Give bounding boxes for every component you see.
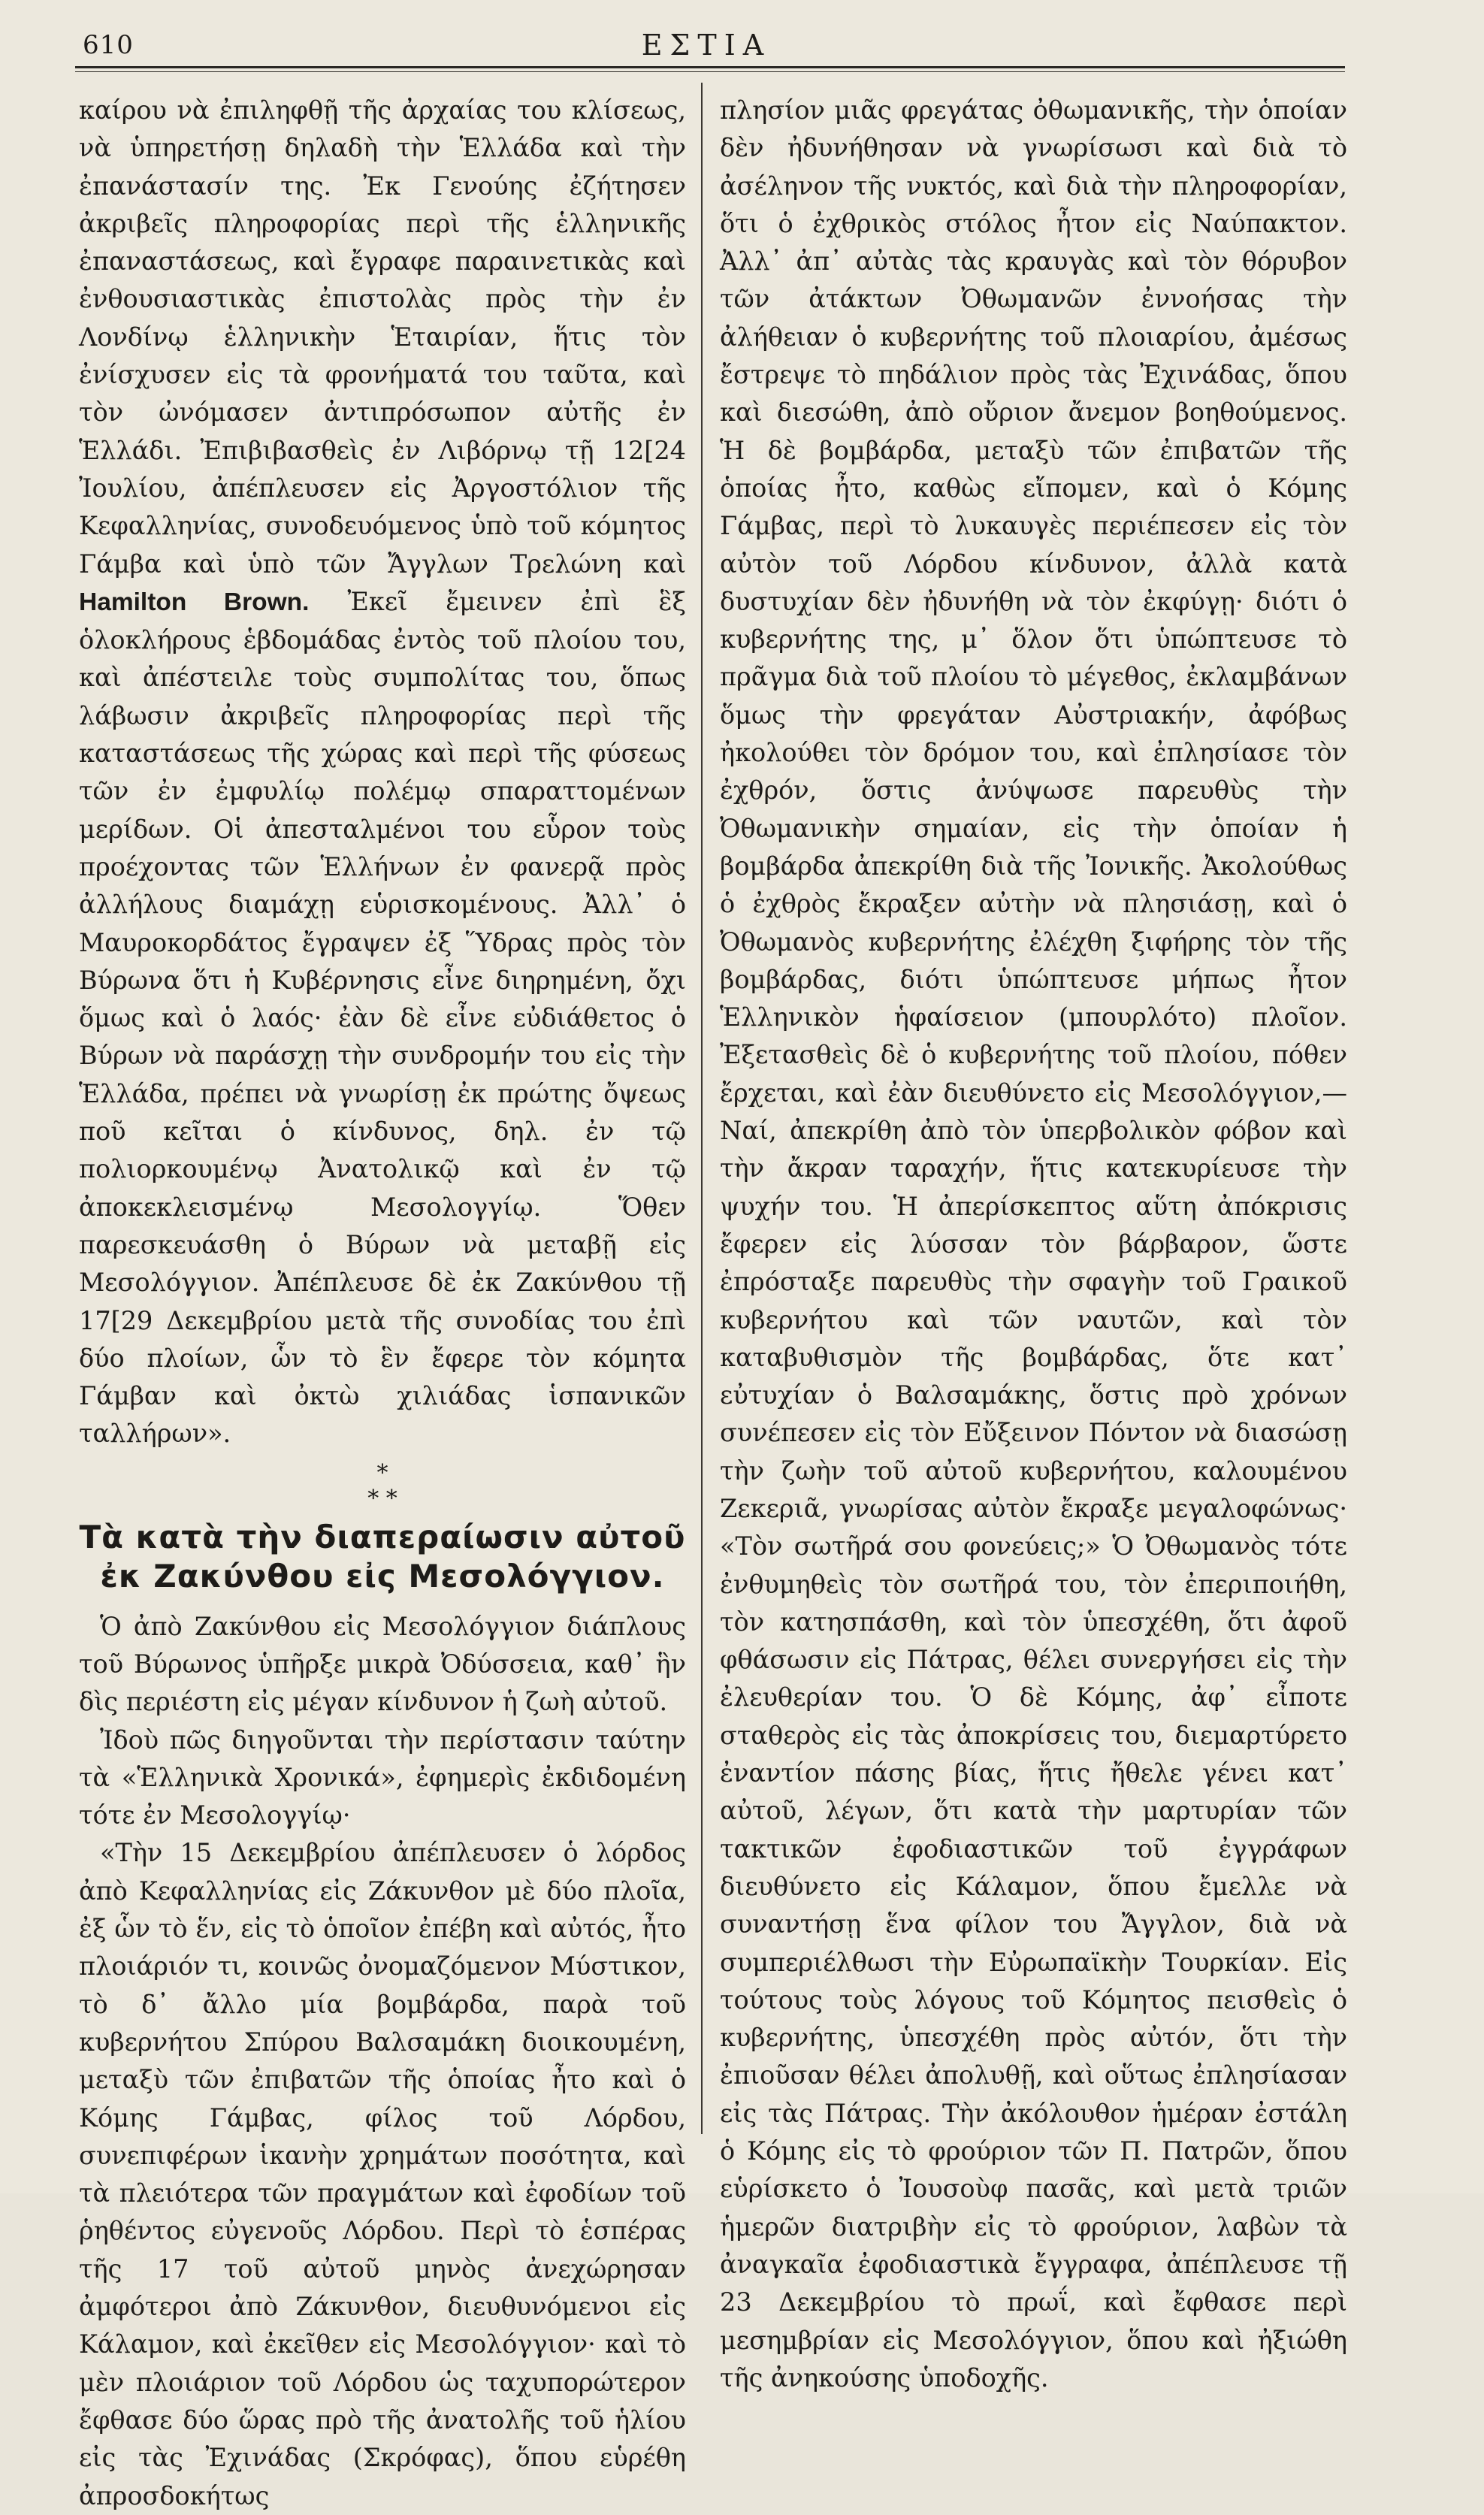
left-paragraph-3: Ἰδοὺ πῶς διηγοῦνται τὴν περίστασιν ταύτην τὰ «Ἑλληνικὰ Χρονικά», ἐφημερὶς ἐκδιδομένη τότε ἐν Μεσολογγίῳ· xyxy=(79,1725,686,1830)
header-rule-thin xyxy=(75,71,1345,72)
header-rule xyxy=(75,66,1345,68)
page-number: 610 xyxy=(83,30,134,60)
right-column xyxy=(720,92,1347,2397)
latin-name: Hamilton Brown. xyxy=(79,588,310,616)
right-paragraph-1: πλησίον μιᾶς φρεγάτας ὀθωμανικῆς, τὴν ὁποίαν δὲν ἠδυνήθησαν νὰ γνωρίσωσι καὶ διὰ τὸ ἀσέληνον τῆς νυκτός, καὶ διὰ τὴν πληροφορίαν, ὅτι ὁ ἐχθρικὸς στόλος ἦτον εἰς Ναύπακτον. Ἀλλ᾽ ἀπ᾽ αὐτὰς τὰς κραυγὰς καὶ τὸν θόρυβον τῶν ἀτάκτων Ὀθωμανῶν ἐννοήσας τὴν ἀλήθειαν ὁ κυβερνήτης τοῦ πλοιαρίου, ἀμέσως ἔστρεψε τὸ πηδάλιον πρὸς τὰς Ἐχινάδας, ὅπου καὶ διεσώθη, ἀπὸ οὔριον ἄνεμον βοηθούμενος. Ἡ δὲ βομβάρδα, μεταξὺ τῶν ἐπιβατῶν τῆς ὁποίας ἦτο, καθὼς εἴπομεν, καὶ ὁ Κόμης Γάμβας, περὶ τὸ λυκαυγὲς περιέπεσεν εἰς τὸν αὐτὸν τοῦ Λόρδου κίνδυνον, ἀλλὰ κατὰ δυστυχίαν δὲν ἠδυνήθη νὰ τὸν ἐκφύγῃ· διότι ὁ κυβερνήτης της, μ᾽ ὅλον ὅτι ὑπώπτευσε τὸ πρᾶγμα διὰ τοῦ πλοίου τὸ μέγεθος, ἐκλαμβάνων ὅμως τὴν φρεγάταν Αὐστριακήν, ἀφόβως ἠκολούθει τὸν δρόμον του, καὶ ἐπλησίασε τὸν ἐχθρόν, ὅστις ἀνύψωσε παρευθὺς τὴν Ὀθωμανικὴν σημαίαν, εἰς τὴν ὁποίαν ἡ βομβάρδα ἀπεκρίθη διὰ τῆς Ἰονικῆς. Ἀκολούθως ὁ ἐχθρὸς ἔκραξεν αὐτὴν νὰ πλησιάσῃ, καὶ ὁ Ὀθωμανὸς κυβερνήτης ἐλέχθη ξιφήρης τὸν τῆς βομβάρδας, διότι ὑπώπτευσε μήπως ἦτον Ἑλληνικὸν ἡφαίσειον (μπουρλότο) πλοῖον. Ἐξετασθεὶς δὲ ὁ κυβερνήτης τοῦ πλοίου, πόθεν ἔρχεται, καὶ ἐὰν διευθύνετο εἰς Μεσολόγγιον,—Ναί, ἀπεκρίθη ἀπὸ τὸν ὑπερβολικὸν φόβον καὶ τὴν ἄκραν ταραχήν, ἥτις κατεκυρίευσε τὴν ψυχήν του. Ἡ ἀπερίσκεπτος αὕτη ἀπόκρισις ἔφερεν εἰς λύσσαν τὸν βάρβαρον, ὥστε ἐπρόσταξε παρευθὺς τὴν σφαγὴν τοῦ Γραικοῦ κυβερνήτου καὶ τῶν ναυτῶν, καὶ τὸν καταβυθισμὸν τῆς βομβάρδας, ὅτε κατ᾽ εὐτυχίαν ὁ Βαλσαμάκης, ὅστις πρὸ χρόνων συνέπεσεν εἰς τὸν Εὔξεινον Πόντον νὰ διασώσῃ τὴν ζωὴν τοῦ αὐτοῦ κυβερνήτου, καλουμένου Ζεκεριᾶ, γνωρίσας αὐτὸν ἔκραξε μεγαλοφώνως· «Τὸν σωτῆρά σου φονεύεις;» Ὁ Ὀθωμανὸς τότε ἐνθυμηθεὶς τὸν σωτῆρά του, τὸν ἐπεριποιήθη, τὸν κατησπάσθη, καὶ τὸν ὑπεσχέθη, ὅτι ἀφοῦ φθάσωσιν εἰς Πάτρας, θέλει συνεργήσει εἰς τὴν ἐλευθερίαν του. Ὁ δὲ Κόμης, ἀφ᾽ εἶποτε σταθερὸς εἰς τὰς ἀποκρίσεις του, διεμαρτύρετο ἐναντίον πάσης βίας, ἥτις ἤθελε γένει κατ᾽ αὐτοῦ, λέγων, ὅτι κατὰ τὴν μαρτυρίαν τῶν τακτικῶν ἐφοδιαστικῶν τοῦ ἐγγράφων διευθύνετο εἰς Κάλαμον, ὅπου ἔμελλε νὰ συναντήσῃ ἕνα φίλον του Ἄγγλον, διὰ νὰ συμπεριέλθωσι τὴν Εὐρωπαϊκὴν Τουρκίαν. Εἰς τούτους τοὺς λόγους τοῦ Κόμητος πεισθεὶς ὁ κυβερνήτης, ὑπεσχέθη πρὸς αὐτόν, ὅτι τὴν ἐπιοῦσαν θέλει ἀπολυθῇ, καὶ οὕτως ἐπλησίασαν εἰς τὰς Πάτρας. Τὴν ἀκόλουθον ἡμέραν ἐστάλη ὁ Κόμης εἰς τὸ φρούριον τῶν Π. Πατρῶν, ὅπου εὑρίσκετο ὁ Ἰουσοὺφ πασᾶς, καὶ μετὰ τριῶν ἡμερῶν διατριβὴν εἰς τὸ φρούριον, λαβὼν τὰ ἀναγκαῖα ἐφοδιαστικὰ ἔγγραφα, ἀπέπλευσε τῇ 23 Δεκεμβρίου τὸ πρωΐ, καὶ ἔφθασε περὶ μεσημβρίαν εἰς Μεσολόγγιον, ὅπου καὶ ἠξιώθη τῆς ἀνηκούσης ὑποδοχῆς. xyxy=(720,95,1347,2393)
left-paragraph-4: «Τὴν 15 Δεκεμβρίου ἀπέπλευσεν ὁ λόρδος ἀπὸ Κεφαλληνίας εἰς Ζάκυνθον μὲ δύο πλοῖα, ἐξ ὧν τὸ ἕν, εἰς τὸ ὁποῖον ἐπέβη καὶ αὐτός, ἦτο πλοιάριόν τι, κοινῶς ὀνομαζόμενον Μύστικον, τὸ δ᾽ ἄλλο μία βομβάρδα, παρὰ τοῦ κυβερνήτου Σπύρου Βαλσαμάκη διοικουμένη, μεταξὺ τῶν ἐπιβατῶν τῆς ὁποίας ἦτο καὶ ὁ Κόμης Γάμβας, φίλος τοῦ Λόρδου, συνεπιφέρων ἱκανὴν χρημάτων ποσότητα, καὶ τὰ πλειότερα τῶν πραγμάτων καὶ ἐφοδίων τοῦ ῥηθέντος εὐγενοῦς Λόρδου. Περὶ τὸ ἑσπέρας τῆς 17 τοῦ αὐτοῦ μηνὸς ἀνεχώρησαν ἀμφότεροι ἀπὸ Ζάκυνθον, διευθυνόμενοι εἰς Κάλαμον, καὶ ἐκεῖθεν εἰς Μεσολόγγιον· καὶ τὸ μὲν πλοιάριον τοῦ Λόρδου ὡς ταχυπορώτερον ἔφθασε δύο ὥρας πρὸ τῆς ἀνατολῆς τοῦ ἡλίου εἰς τὰς Ἐχινάδας (Σκρόφας), ὅπου εὑρέθη ἀπροσδοκήτως xyxy=(79,1838,686,2510)
left-paragraph-1 xyxy=(79,92,686,1453)
left-paragraph-1-text: καίρου νὰ ἐπιληφθῇ τῆς ἀρχαίας του κλίσεως, νὰ ὑπηρετήσῃ δηλαδὴ τὴν Ἑλλάδα καὶ τὴν ἐπανάστασίν της. Ἐκ Γενούης ἐζήτησεν ἀκριβεῖς πληροφορίας περὶ τῆς ἑλληνικῆς ἐπαναστάσεως, καὶ ἔγραφε παραινετικὰς καὶ ἐνθουσιαστικὰς ἐπιστολὰς πρὸς τὴν ἐν Λονδίνῳ ἑλληνικὴν Ἑταιρίαν, ἥτις τὸν ἐνίσχυσεν εἰς τὰ φρονήματά του ταῦτα, καὶ τὸν ὠνόμασεν ἀντιπρόσωπον αὐτῆς ἐν Ἑλλάδι. Ἐπιβιβασθεὶς ἐν Λιβόρνῳ τῇ 12[24 Ἰουλίου, ἀπέπλευσεν εἰς Ἀργοστόλιον τῆς Κεφαλληνίας, συνοδευόμενος ὑπὸ τοῦ κόμητος Γάμβα καὶ ὑπὸ τῶν Ἄγγλων Τρελώνη καὶ xyxy=(79,95,686,579)
left-paragraph-1-end: Ἐκεῖ ἔμεινεν ἐπὶ ἓξ ὁλοκλήρους ἑβδομάδας ἐντὸς τοῦ πλοίου του, καὶ ἀπέστειλε τοὺς συμπολίτας του, ὅπως λάβωσιν ἀκριβεῖς πληροφορίας περὶ τῆς καταστάσεως τῆς χώρας καὶ περὶ τῆς φύσεως τῶν ἐν ἐμφυλίῳ πολέμῳ σπαραττομένων μερίδων. Οἱ ἀπεσταλμένοι του εὗρον τοὺς προέχοντας τῶν Ἑλλήνων ἐν φανερᾷ πρὸς ἀλλήλους διαμάχῃ εὑρισκομένους. Ἀλλ᾽ ὁ Μαυροκορδάτος ἔγραψεν ἐξ Ὕδρας πρὸς τὸν Βύρωνα ὅτι ἡ Κυβέρνησις εἶνε διηρημένη, ὄχι ὅμως καὶ ὁ λαός· ἐὰν δὲ εἶνε εὐδιάθετος ὁ Βύρων νὰ παράσχῃ τὴν συνδρομήν του εἰς τὴν Ἑλλάδα, πρέπει νὰ γνωρίσῃ ἐκ πρώτης ὄψεως ποῦ κεῖται ὁ κίνδυνος, δηλ. ἐν τῷ πολιορκουμένῳ Ἀνατολικῷ καὶ ἐν τῷ ἀποκεκλεισμένῳ Μεσολογγίῳ. Ὅθεν παρεσκευάσθη ὁ Βύρων νὰ μεταβῇ εἰς Μεσολόγγιον. Ἀπέπλευσε δὲ ἐκ Ζακύνθου τῇ 17[29 Δεκεμβρίου μετὰ τῆς συνοδίας του ἐπὶ δύο πλοίων, ὧν τὸ ἓν ἔφερε τὸν κόμητα Γάμβαν καὶ ὀκτὼ χιλιάδας ἱσπανικῶν ταλλήρων». xyxy=(79,586,686,1449)
asterism: * * * xyxy=(367,1459,397,1512)
column-divider xyxy=(701,83,703,2134)
section-title: Τὰ κατὰ τὴν διαπεραίωσιν αὐτοῦ ἐκ Ζακύνθου εἰς Μεσολόγγιον. xyxy=(79,1518,686,1595)
running-title: ΕΣΤΙΑ xyxy=(641,29,772,62)
left-column xyxy=(79,92,686,2515)
page-header xyxy=(75,23,1337,60)
left-paragraph-2: Ὁ ἀπὸ Ζακύνθου εἰς Μεσολόγγιον διάπλους τοῦ Βύρωνος ὑπῆρξε μικρὰ Ὀδύσσεια, καθ᾽ ἣν δὶς περιέστη εἰς μέγαν κίνδυνον ἡ ζωὴ αὐτοῦ. xyxy=(79,1611,686,1717)
